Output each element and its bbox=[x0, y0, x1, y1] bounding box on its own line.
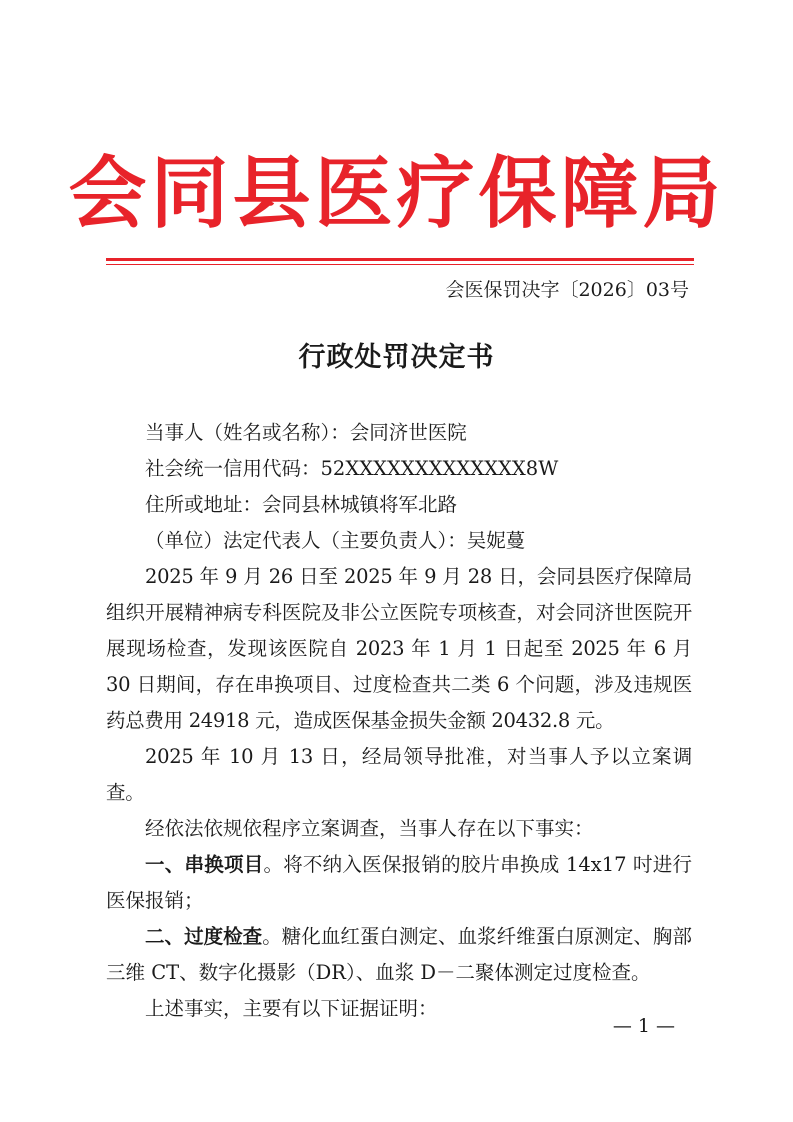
fact-item: 二、过度检查。糖化血红蛋白测定、血浆纤维蛋白原测定、胸部三维 CT、数字化摄影（DR）、血浆 D－二聚体测定过度检查。 bbox=[106, 925, 692, 984]
red-rule-thin bbox=[106, 264, 694, 265]
red-rule-thick bbox=[106, 258, 694, 261]
document-number: 会医保罚决字〔2026〕03号 bbox=[445, 279, 689, 301]
evidence-intro-paragraph: 上述事实，主要有以下证据证明： bbox=[145, 997, 438, 1020]
fact-text: 将不纳入医保报销的胶片串换成 14x17 吋进行医保报销； bbox=[106, 853, 692, 912]
fact-heading: 一、串换项目 bbox=[145, 853, 264, 876]
party-credit-code: 社会统一信用代码：52XXXXXXXXXXXXX8W bbox=[145, 457, 559, 480]
document-title: 行政处罚决定书 bbox=[298, 342, 495, 373]
party-address: 住所或地址：会同县林城镇将军北路 bbox=[145, 493, 458, 516]
party-name: 当事人（姓名或名称）：会同济世医院 bbox=[145, 421, 467, 444]
document-body bbox=[106, 415, 692, 1027]
fact-heading: 二、过度检查 bbox=[145, 925, 263, 948]
filing-paragraph: 2025 年 10 月 13 日，经局领导批准，对当事人予以立案调查。 bbox=[106, 745, 692, 804]
party-representative: （单位）法定代表人（主要负责人）：吴妮蔓 bbox=[145, 529, 526, 552]
page-number: — 1 — bbox=[612, 1015, 675, 1037]
inspection-paragraph: 2025 年 9 月 26 日至 2025 年 9 月 28 日，会同县医疗保障局组织开展精神病专科医院及非公立医院专项核查，对会同济世医院开展现场检查，发现该医院自 2023 年 1 月 1 日起至 2025 年 6 月 30 日期间，存在串换项目、过度检查共二类 6 个问题，涉及违规医药总费用 24918 元，造成医保基金损失金额 20432.8 元。 bbox=[106, 565, 692, 732]
org-header: 会同县医疗保障局 bbox=[68, 148, 725, 239]
fact-item: 一、串换项目。将不纳入医保报销的胶片串换成 14x17 吋进行医保报销； bbox=[106, 853, 692, 912]
fact-text: 糖化血红蛋白测定、血浆纤维蛋白原测定、胸部三维 CT、数字化摄影（DR）、血浆 D－二聚体测定过度检查。 bbox=[106, 925, 692, 984]
facts-intro-paragraph: 经依法依规依程序立案调查，当事人存在以下事实： bbox=[145, 817, 594, 840]
